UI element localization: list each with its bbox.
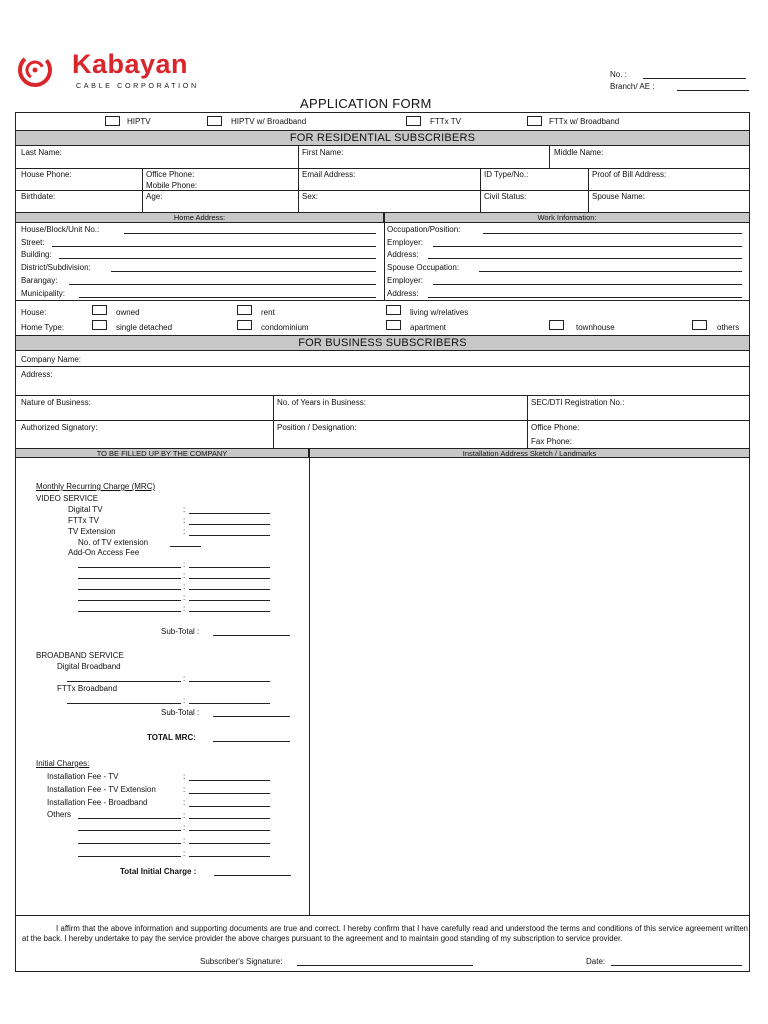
date-field[interactable] — [611, 965, 742, 966]
barangay-label: Barangay: — [21, 276, 58, 285]
digital-broadband-ref-field[interactable] — [67, 681, 181, 682]
colon: : — [183, 772, 186, 781]
date-label: Date: — [586, 957, 606, 966]
house-block-label: House/Block/Unit No.: — [21, 225, 100, 234]
branch-field[interactable] — [677, 90, 749, 91]
owned-checkbox[interactable] — [92, 305, 107, 315]
install-tv-field[interactable] — [189, 780, 270, 781]
others-label: others — [717, 323, 740, 332]
digital-tv-label: Digital TV — [68, 505, 103, 514]
years-business-label: No. of Years in Business: — [277, 398, 366, 407]
spouse-employer-label: Employer: — [387, 276, 424, 285]
digital-tv-field[interactable] — [189, 513, 270, 514]
brand-subtitle: CABLE CORPORATION — [76, 81, 199, 90]
addon-row-ref-field[interactable] — [78, 589, 181, 590]
single-detached-label: single detached — [116, 323, 173, 332]
video-subtotal-field[interactable] — [213, 635, 290, 636]
total-initial-label: Total Initial Charge : — [120, 867, 197, 876]
colon: : — [183, 604, 186, 613]
last-name-label: Last Name: — [21, 148, 62, 157]
hiptv-label: HIPTV — [127, 117, 151, 126]
business-office-phone-label: Office Phone: — [531, 423, 580, 432]
fttx-tv-field[interactable] — [189, 524, 270, 525]
initial-charges-title: Initial Charges: — [36, 759, 90, 768]
sec-dti-label: SEC/DTI Registration No.: — [531, 398, 625, 407]
house-label: House: — [21, 308, 47, 317]
colon: : — [183, 836, 186, 845]
work-address-field[interactable] — [428, 258, 742, 259]
home-type-label: Home Type: — [21, 323, 64, 332]
hiptv-broadband-checkbox[interactable] — [207, 116, 222, 126]
addon-row-ref-field[interactable] — [78, 567, 181, 568]
other-charge-row-amount-field[interactable] — [189, 856, 270, 857]
proof-bill-label: Proof of Bill Address: — [592, 170, 667, 179]
addon-row-amount-field[interactable] — [189, 567, 270, 568]
spouse-occupation-field[interactable] — [479, 271, 742, 272]
condominium-checkbox[interactable] — [237, 320, 252, 330]
fttx-broadband-field[interactable] — [189, 703, 270, 704]
district-field[interactable] — [111, 271, 376, 272]
street-field[interactable] — [52, 246, 376, 247]
colon: : — [183, 505, 186, 514]
signature-label: Subscriber's Signature: — [200, 957, 283, 966]
fttx-broadband-ref-field[interactable] — [67, 703, 181, 704]
age-label: Age: — [146, 192, 163, 201]
addon-row-ref-field[interactable] — [78, 611, 181, 612]
townhouse-checkbox[interactable] — [549, 320, 564, 330]
fttx-broadband-charge-label: FTTx Broadband — [57, 684, 118, 693]
initial-others-label: Others — [47, 810, 72, 819]
occupation-field[interactable] — [483, 233, 742, 234]
rent-checkbox[interactable] — [237, 305, 252, 315]
total-mrc-field[interactable] — [213, 741, 290, 742]
hiptv-broadband-label: HIPTV w/ Broadband — [231, 117, 307, 126]
rent-label: rent — [261, 308, 275, 317]
fttx-tv-charge-label: FTTx TV — [68, 516, 99, 525]
initial-others-field[interactable] — [189, 818, 270, 819]
affirmation-text: I affirm that the above information and supporting documents are true and correct. I hereby confirm that I have carefully read and understood the terms and conditions of this service agreement written at the back. I hereby undertake to pay the service provider the above charges pursuant to the agreement and to maintain good standing of my subscription to service provider. — [22, 924, 748, 943]
fttx-broadband-label: FTTx w/ Broadband — [549, 117, 620, 126]
house-phone-label: House Phone: — [21, 170, 72, 179]
residential-heading: FOR RESIDENTIAL SUBSCRIBERS — [15, 130, 750, 146]
no-field[interactable] — [643, 78, 746, 79]
fax-phone-label: Fax Phone: — [531, 437, 572, 446]
house-block-field[interactable] — [124, 233, 376, 234]
nature-business-label: Nature of Business: — [21, 398, 91, 407]
mrc-title: Monthly Recurring Charge (MRC) — [36, 482, 156, 491]
install-tv-label: Installation Fee - TV — [47, 772, 119, 781]
sketch-heading: Installation Address Sketch / Landmarks — [309, 448, 750, 458]
middle-name-label: Middle Name: — [554, 148, 604, 157]
branch-label: Branch/ AE : — [610, 82, 655, 91]
addon-row-ref-field[interactable] — [78, 600, 181, 601]
page-title: APPLICATION FORM — [300, 96, 432, 111]
townhouse-label: townhouse — [576, 323, 615, 332]
colon: : — [183, 823, 186, 832]
single-detached-checkbox[interactable] — [92, 320, 107, 330]
barangay-field[interactable] — [69, 284, 376, 285]
building-field[interactable] — [59, 258, 376, 259]
tv-extension-field[interactable] — [189, 535, 270, 536]
civil-status-label: Civil Status: — [484, 192, 527, 201]
colon: : — [183, 582, 186, 591]
fttx-tv-label: FTTx TV — [430, 117, 461, 126]
position-label: Position / Designation: — [277, 423, 357, 432]
company-use-heading: TO BE FILLED UP BY THE COMPANY — [15, 448, 309, 458]
install-tv-ext-field[interactable] — [189, 793, 270, 794]
colon: : — [183, 798, 186, 807]
spouse-name-label: Spouse Name: — [592, 192, 645, 201]
colon: : — [183, 560, 186, 569]
occupation-label: Occupation/Position: — [387, 225, 461, 234]
fttx-tv-checkbox[interactable] — [406, 116, 421, 126]
sex-label: Sex: — [302, 192, 319, 201]
tv-ext-count-field[interactable] — [170, 546, 201, 547]
employer-field[interactable] — [433, 246, 742, 247]
brand-name: Kabayan — [72, 49, 189, 79]
addon-row-amount-field[interactable] — [189, 600, 270, 601]
other-charge-row-amount-field[interactable] — [189, 843, 270, 844]
company-name-label: Company Name: — [21, 355, 82, 364]
home-address-heading: Home Address: — [15, 212, 384, 223]
colon: : — [183, 674, 186, 683]
broadband-subtotal-label: Sub-Total : — [161, 708, 200, 717]
colon: : — [183, 593, 186, 602]
spouse-occupation-label: Spouse Occupation: — [387, 263, 460, 272]
condominium-label: condominium — [261, 323, 309, 332]
municipality-label: Municipality: — [21, 289, 66, 298]
video-subtotal-label: Sub-Total : — [161, 627, 200, 636]
building-label: Building: — [21, 250, 52, 259]
colon: : — [183, 811, 186, 820]
others-checkbox[interactable] — [692, 320, 707, 330]
hiptv-checkbox[interactable] — [105, 116, 120, 126]
signatory-label: Authorized Signatory: — [21, 423, 98, 432]
other-charge-row-ref-field[interactable] — [78, 856, 181, 857]
email-label: Email Address: — [302, 170, 356, 179]
first-name-label: First Name: — [302, 148, 344, 157]
install-broadband-label: Installation Fee - Broadband — [47, 798, 148, 807]
colon: : — [183, 527, 186, 536]
colon: : — [183, 849, 186, 858]
tv-ext-count-label: No. of TV extension — [78, 538, 149, 547]
work-info-heading: Work Information: — [384, 212, 750, 223]
other-charge-row-amount-field[interactable] — [189, 830, 270, 831]
broadband-subtotal-field[interactable] — [213, 716, 290, 717]
employer-label: Employer: — [387, 238, 424, 247]
apartment-checkbox[interactable] — [386, 320, 401, 330]
colon: : — [183, 516, 186, 525]
total-mrc-label: TOTAL MRC: — [147, 733, 196, 742]
addon-row-amount-field[interactable] — [189, 589, 270, 590]
install-tv-ext-label: Installation Fee - TV Extension — [47, 785, 156, 794]
digital-broadband-field[interactable] — [189, 681, 270, 682]
business-heading: FOR BUSINESS SUBSCRIBERS — [15, 335, 750, 351]
addon-row-amount-field[interactable] — [189, 578, 270, 579]
tv-extension-label: TV Extension — [68, 527, 116, 536]
id-type-label: ID Type/No.: — [484, 170, 529, 179]
addon-row-amount-field[interactable] — [189, 611, 270, 612]
broadband-service-label: BROADBAND SERVICE — [36, 651, 124, 660]
other-charge-row-ref-field[interactable] — [78, 843, 181, 844]
colon: : — [183, 696, 186, 705]
relatives-label: living w/relatives — [410, 308, 469, 317]
apartment-label: apartment — [410, 323, 447, 332]
video-service-label: VIDEO SERVICE — [36, 494, 99, 503]
district-label: District/Subdivision: — [21, 263, 91, 272]
office-phone-label: Office Phone: — [146, 170, 195, 179]
no-label: No. : — [610, 70, 627, 79]
initial-others-ref-field[interactable] — [78, 818, 181, 819]
relatives-checkbox[interactable] — [386, 305, 401, 315]
colon: : — [183, 785, 186, 794]
fttx-broadband-checkbox[interactable] — [527, 116, 542, 126]
owned-label: owned — [116, 308, 140, 317]
spouse-address-field[interactable] — [428, 297, 742, 298]
addon-label: Add-On Access Fee — [68, 548, 140, 557]
spouse-employer-field[interactable] — [433, 284, 742, 285]
other-charge-row-ref-field[interactable] — [78, 830, 181, 831]
mobile-phone-label: Mobile Phone: — [146, 181, 198, 190]
install-broadband-field[interactable] — [189, 806, 270, 807]
work-address-label: Address: — [387, 250, 419, 259]
signature-field[interactable] — [297, 965, 473, 966]
birthdate-label: Birthdate: — [21, 192, 56, 201]
addon-row-ref-field[interactable] — [78, 578, 181, 579]
digital-broadband-label: Digital Broadband — [57, 662, 121, 671]
sketch-area[interactable] — [310, 458, 749, 915]
kabayan-logo-icon — [17, 52, 53, 88]
spouse-address-label: Address: — [387, 289, 419, 298]
municipality-field[interactable] — [79, 297, 376, 298]
colon: : — [183, 571, 186, 580]
company-address-label: Address: — [21, 370, 53, 379]
total-initial-field[interactable] — [214, 875, 291, 876]
street-label: Street: — [21, 238, 45, 247]
